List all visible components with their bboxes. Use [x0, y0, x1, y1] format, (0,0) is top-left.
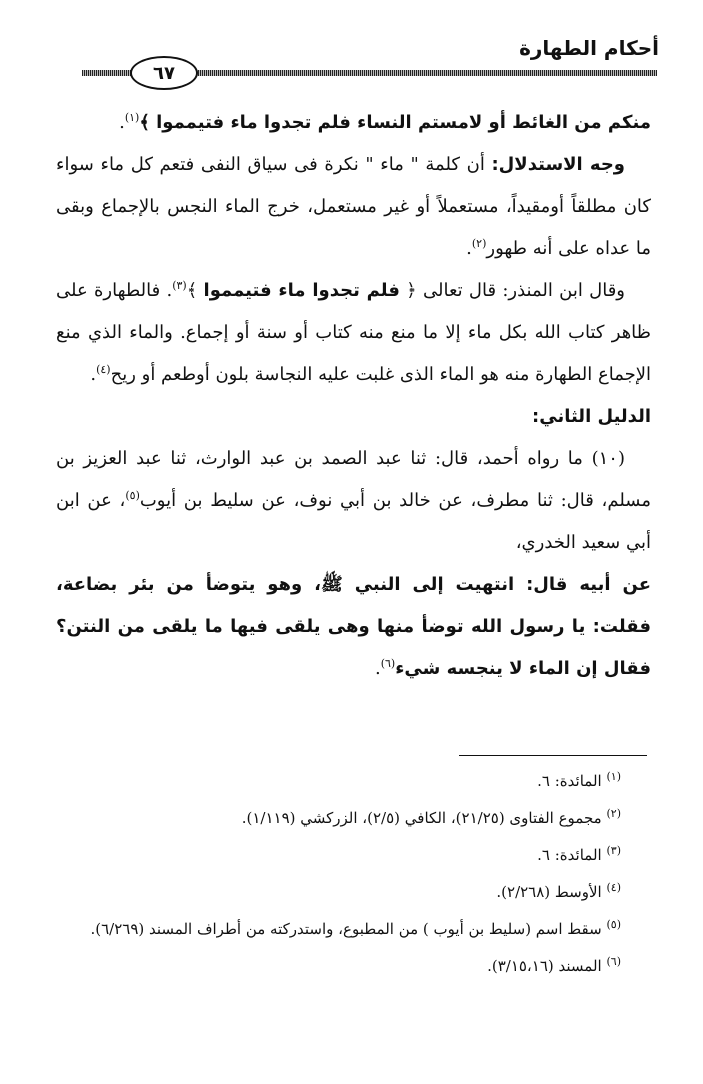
footnote-ref-3: (٣): [172, 279, 187, 292]
footnote-ref-6: (٦): [380, 657, 396, 670]
paragraph-4: (١٠) ما رواه أحمد، قال: ثنا عبد الصمد بن عبد الوارث، ثنا عبد العزيز بن مسلم، قال: ثنا مطرف، عن خالد بن أبي نوف، عن سليط بن أيوب$^{(٥)}$، عن ابن أبي سعيد الخدري،: [56, 448, 651, 553]
paragraph-1: منكم من الغائط أو لامستم النساء فلم تجدوا ماء فتيمموا ﴾$^{(١)}$.: [119, 111, 651, 133]
quoted-verse: فلم تجدوا ماء فتيمموا: [203, 280, 400, 301]
running-title: أحكام الطهارة: [519, 36, 659, 60]
inference-label: وجه الاستدلال:: [491, 154, 625, 175]
paragraph-2: وجه الاستدلال: أن كلمة " ماء " نكرة فى سياق النفى فتعم كل ماء سواء كان مطلقاً أومقيداً، مستعملاً أو غير مستعمل، خرج الماء النجس بالإجماع وبقى ما عداه على أنه طهور$^{(٢)}$.: [56, 154, 651, 259]
footnote: $^{(٥)}$ سقط اسم (سليط بن أيوب ) من المطبوع، واستدركته من أطراف المسند (٦/٢٦٩).: [90, 918, 621, 938]
footnotes: [56, 766, 647, 988]
quran-verse: منكم من الغائط أو لامستم النساء فلم تجدوا ماء فتيمموا ﴾: [139, 112, 651, 133]
section-heading: الدليل الثاني:: [532, 406, 651, 427]
footnote: $^{(١)}$ المائدة: ٦.: [537, 770, 621, 790]
ibn-mundhir-intro: وقال ابن المنذر: قال تعالى ﴿: [399, 280, 625, 301]
inference-text: أن كلمة " ماء " نكرة فى سياق النفى فتعم كل ماء سواء كان مطلقاً أومقيداً، مستعملاً أو غير مستعمل، خرج الماء النجس بالإجماع وبقى ما عداه على أنه طهور: [56, 154, 651, 259]
footnote-separator: [459, 755, 647, 756]
isnad-text: (١٠) ما رواه أحمد، قال: ثنا عبد الصمد بن عبد الوارث، ثنا عبد العزيز بن مسلم، قال: ثنا مطرف، عن خالد بن أبي نوف، عن سليط بن أيوب: [56, 448, 651, 511]
paragraph-5: عن أبيه قال: انتهيت إلى النبي ﷺ، وهو يتوضأ من بئر بضاعة، فقلت: يا رسول الله توضأ منها وهى يلقى فيها ما يلقى من النتن؟ فقال إن الماء لا ينجسه شيء$^{(٦)}$.: [56, 574, 651, 679]
footnote: $^{(٤)}$ الأوسط (٢/٢٦٨).: [496, 881, 621, 901]
footnote: $^{(٦)}$ المسند (٣/١٥،١٦).: [487, 955, 621, 975]
footnote-ref-1: (١): [124, 111, 140, 124]
hadith-text: عن أبيه قال: انتهيت إلى النبي ﷺ، وهو يتوضأ من بئر بضاعة، فقلت: يا رسول الله توضأ منها وهى يلقى فيها ما يلقى من النتن؟ فقال إن الماء لا ينجسه شيء: [56, 574, 651, 679]
footnote: $^{(٣)}$ المائدة: ٦.: [537, 844, 621, 864]
footnote: $^{(٢)}$ مجموع الفتاوى (٢١/٢٥)، الكافي (٢/٥)، الزركشي (١/١١٩).: [241, 807, 621, 827]
page-number: ٦٧: [130, 56, 198, 90]
ibn-mundhir-text: . فالطهارة على ظاهر كتاب الله بكل ماء إلا ما منع منه كتاب أو سنة أو إجماع. والماء الذي منع الإجماع الطهارة منه هو الماء الذى غلبت عليه النجاسة بلون أوطعم أو ريح: [56, 280, 651, 385]
footnote-ref-2: (٢): [471, 237, 487, 250]
footnote-ref-5: (٥): [125, 489, 140, 502]
paragraph-3: وقال ابن المنذر: قال تعالى ﴿ فلم تجدوا ماء فتيمموا ﴾$^{(٣)}$. فالطهارة على ظاهر كتاب الله بكل ماء إلا ما منع منه كتاب أو سنة أو إجماع. والماء الذي منع الإجماع الطهارة منه هو الماء الذى غلبت عليه النجاسة بلون أوطعم أو ريح$^{(٤)}$.: [56, 279, 651, 385]
main-text: [56, 102, 651, 690]
footnote-ref-4: (٤): [96, 363, 111, 376]
